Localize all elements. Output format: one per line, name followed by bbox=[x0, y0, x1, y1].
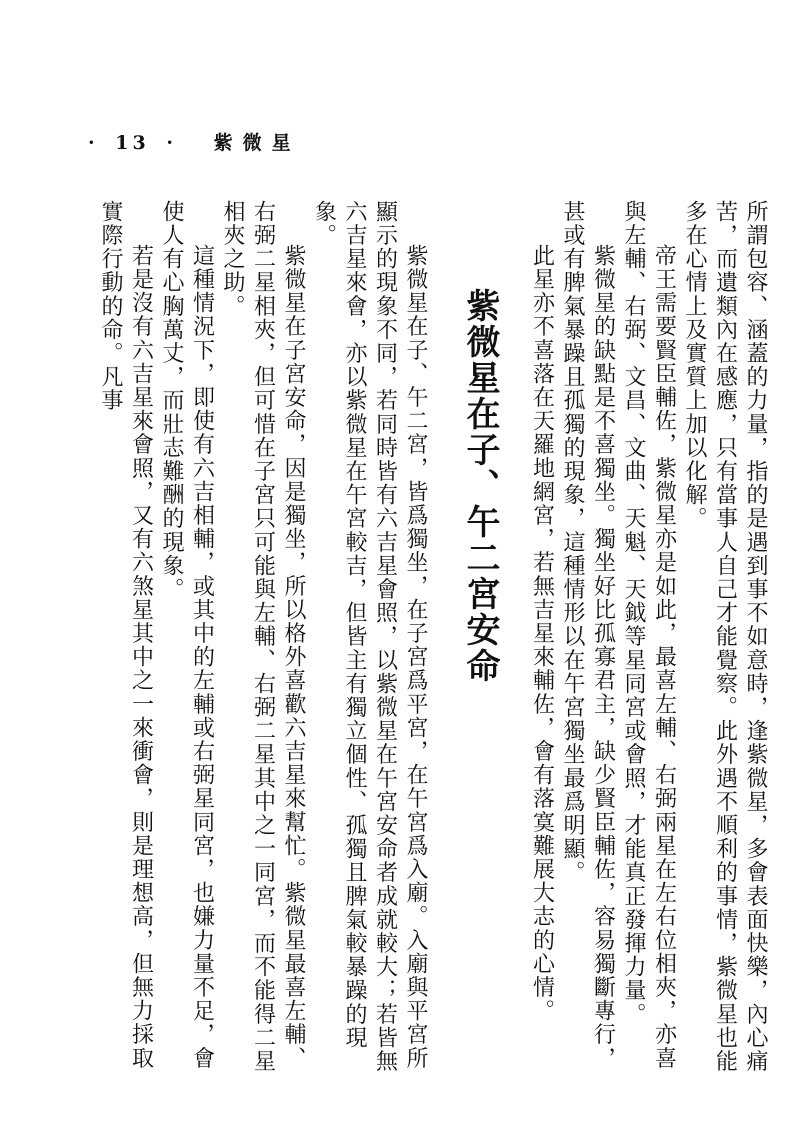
header-bullet-right: · bbox=[166, 132, 177, 154]
body-text bbox=[70, 200, 770, 1080]
paragraph: 帝王需要賢臣輔佐，紫微星亦是如此，最喜左輔、右弼兩星在左右位相夾，亦喜與左輔、右弼、文昌、文曲、天魁、天鉞等星同宮或會照，才能真正發揮力量。 bbox=[621, 200, 677, 1070]
paragraph: 若是沒有六吉星來會照，又有六煞星其中之一來衝會，則是理想高，但無力採取實際行動的命。凡事 bbox=[98, 200, 154, 1070]
paragraph: 紫微星的缺點是不喜獨坐。獨坐好比孤寡君主，缺少賢臣輔佐，容易獨斷專行，甚或有脾氣暴躁且孤獨的現象，這種情形以在午宮獨坐最爲明顯。 bbox=[560, 200, 616, 1070]
page-number: 13 bbox=[115, 132, 150, 154]
paragraph: 這種情況下，即使有六吉相輔，或其中的左輔或右弼星同宮，也嫌力量不足，會使人有心胸萬丈，而壯志難酬的現象。 bbox=[159, 200, 215, 1070]
running-head-book-title: 紫微星 bbox=[213, 132, 301, 154]
paragraph: 紫微星在子宮安命，因是獨坐，所以格外喜歡六吉星來幫忙。紫微星最喜左輔、右弼二星相夾，但可惜在子宮只可能與左輔、右弼二星其中之一同宮，而不能得二星相夾之助。 bbox=[220, 200, 306, 1074]
page-header bbox=[88, 128, 301, 155]
paragraph: 紫微星在子、午二宮，皆爲獨坐，在子宮爲平宮，在午宮爲入廟。入廟與平宮所顯示的現象不同，若同時皆有六吉星會照，以紫微星在午宮安命者成就較大；若皆無六吉星來會，亦以紫微星在午宮較吉，但皆主有獨立個性、孤獨且脾氣較暴躁的現象。 bbox=[311, 200, 428, 1074]
paragraph: 此星亦不喜落在天羅地網宮，若無吉星來輔佐，會有落寞難展大志的心情。 bbox=[529, 244, 555, 1023]
paragraph: 所謂包容、涵蓋的力量，指的是遇到事不如意時，逢紫微星，多會表面快樂，內心痛苦，而遺類內在感應，只有當事人自己才能覺察。此外遇不順利的事情，紫微星也能多在心情上及實質上加以化解。 bbox=[682, 200, 768, 1074]
header-bullet-left: · bbox=[88, 132, 99, 154]
section-title: 紫微星在子、午二宮安命 bbox=[460, 288, 500, 684]
